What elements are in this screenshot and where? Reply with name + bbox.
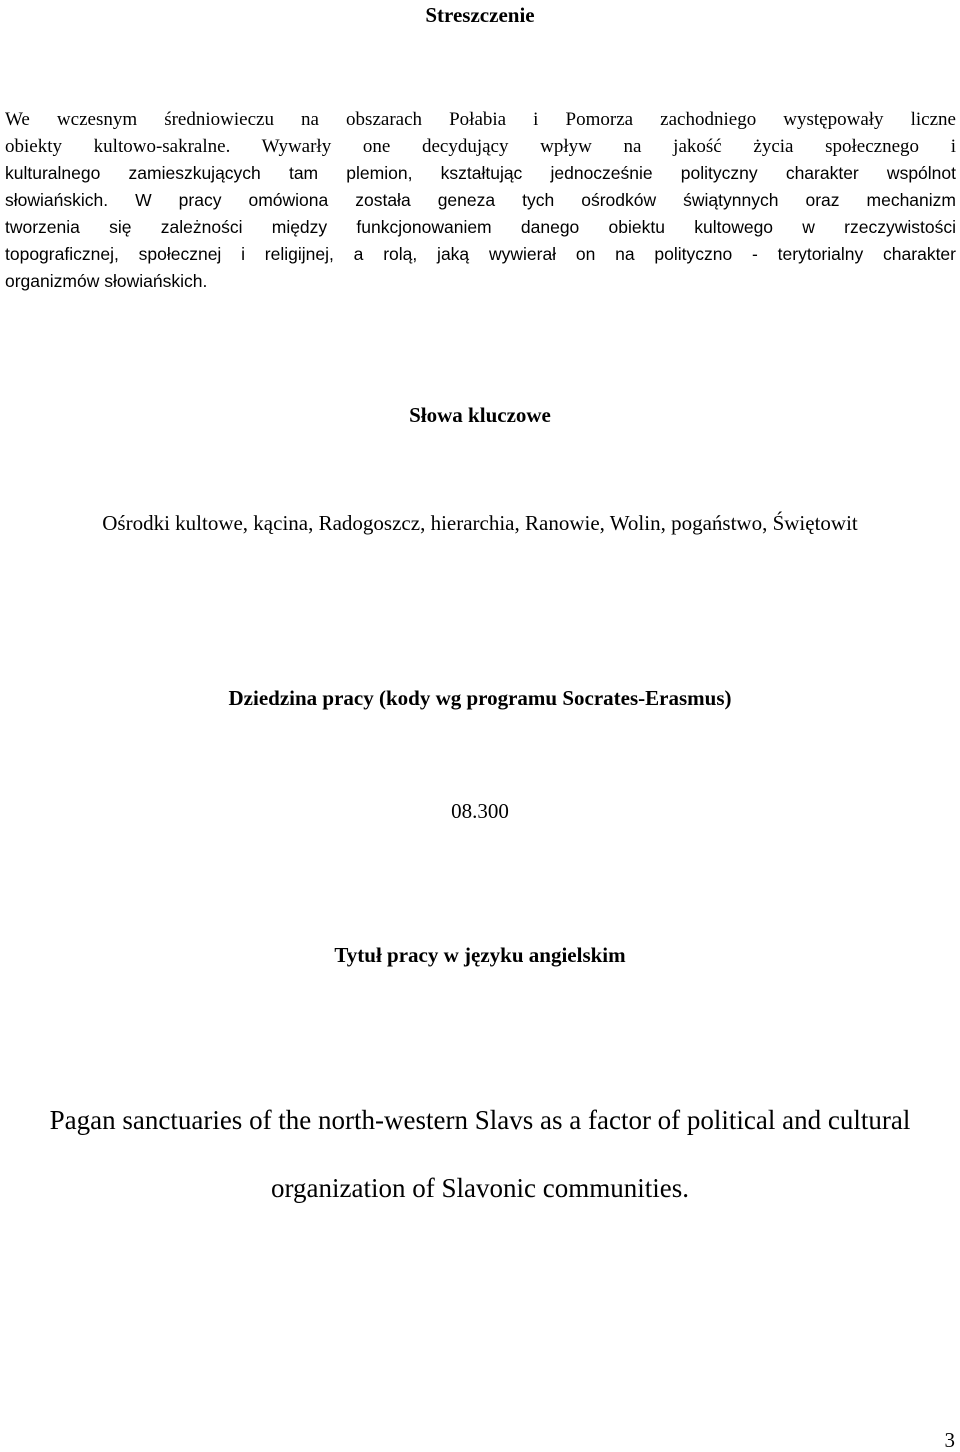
field-code: 08.300: [451, 799, 509, 823]
abstract-line-part: W pracy omówiona została geneza tych ośrodków świątynnych oraz mechanizm: [135, 190, 956, 210]
abstract-line-part: słowiańskich.: [5, 190, 109, 210]
abstract-line: obiekty kultowo-sakralne. Wywarły one decydujący wpływ na jakość życia społecznego i: [5, 136, 956, 157]
abstract-line: kulturalnego zamieszkujących tam plemion, kształtując jednocześnie polityczny charakter wspólnot: [5, 163, 956, 183]
english-title-line: Pagan sanctuaries of the north-western Slavs as a factor of political and cultural: [49, 1105, 911, 1135]
abstract-heading: Streszczenie: [425, 3, 535, 27]
abstract-line: topograficznej, społecznej i religijnej, a rolą, jaką wywierał on na polityczno - terytorialny charakter: [5, 244, 956, 264]
abstract-line: tworzenia się zależności między funkcjonowaniem danego obiektu kultowego w rzeczywistości: [5, 217, 956, 237]
abstract-line: We wczesnym średniowieczu na obszarach Połabia i Pomorza zachodniego występowały liczne: [5, 109, 956, 130]
english-title: [0, 1103, 960, 1205]
page-number: 3: [944, 1428, 955, 1452]
abstract-line: organizmów słowiańskich.: [5, 271, 208, 291]
english-title-heading: Tytuł pracy w języku angielskim: [334, 943, 626, 967]
field-heading: Dziedzina pracy (kody wg programu Socrates-Erasmus): [228, 686, 732, 710]
abstract-line: [5, 187, 956, 214]
english-title-line: organization of Slavonic communities.: [271, 1173, 689, 1203]
abstract-paragraph: [5, 106, 956, 295]
keywords-heading: Słowa kluczowe: [409, 403, 551, 427]
keywords-list: Ośrodki kultowe, kącina, Radogoszcz, hierarchia, Ranowie, Wolin, pogaństwo, Świętowit: [102, 511, 858, 535]
